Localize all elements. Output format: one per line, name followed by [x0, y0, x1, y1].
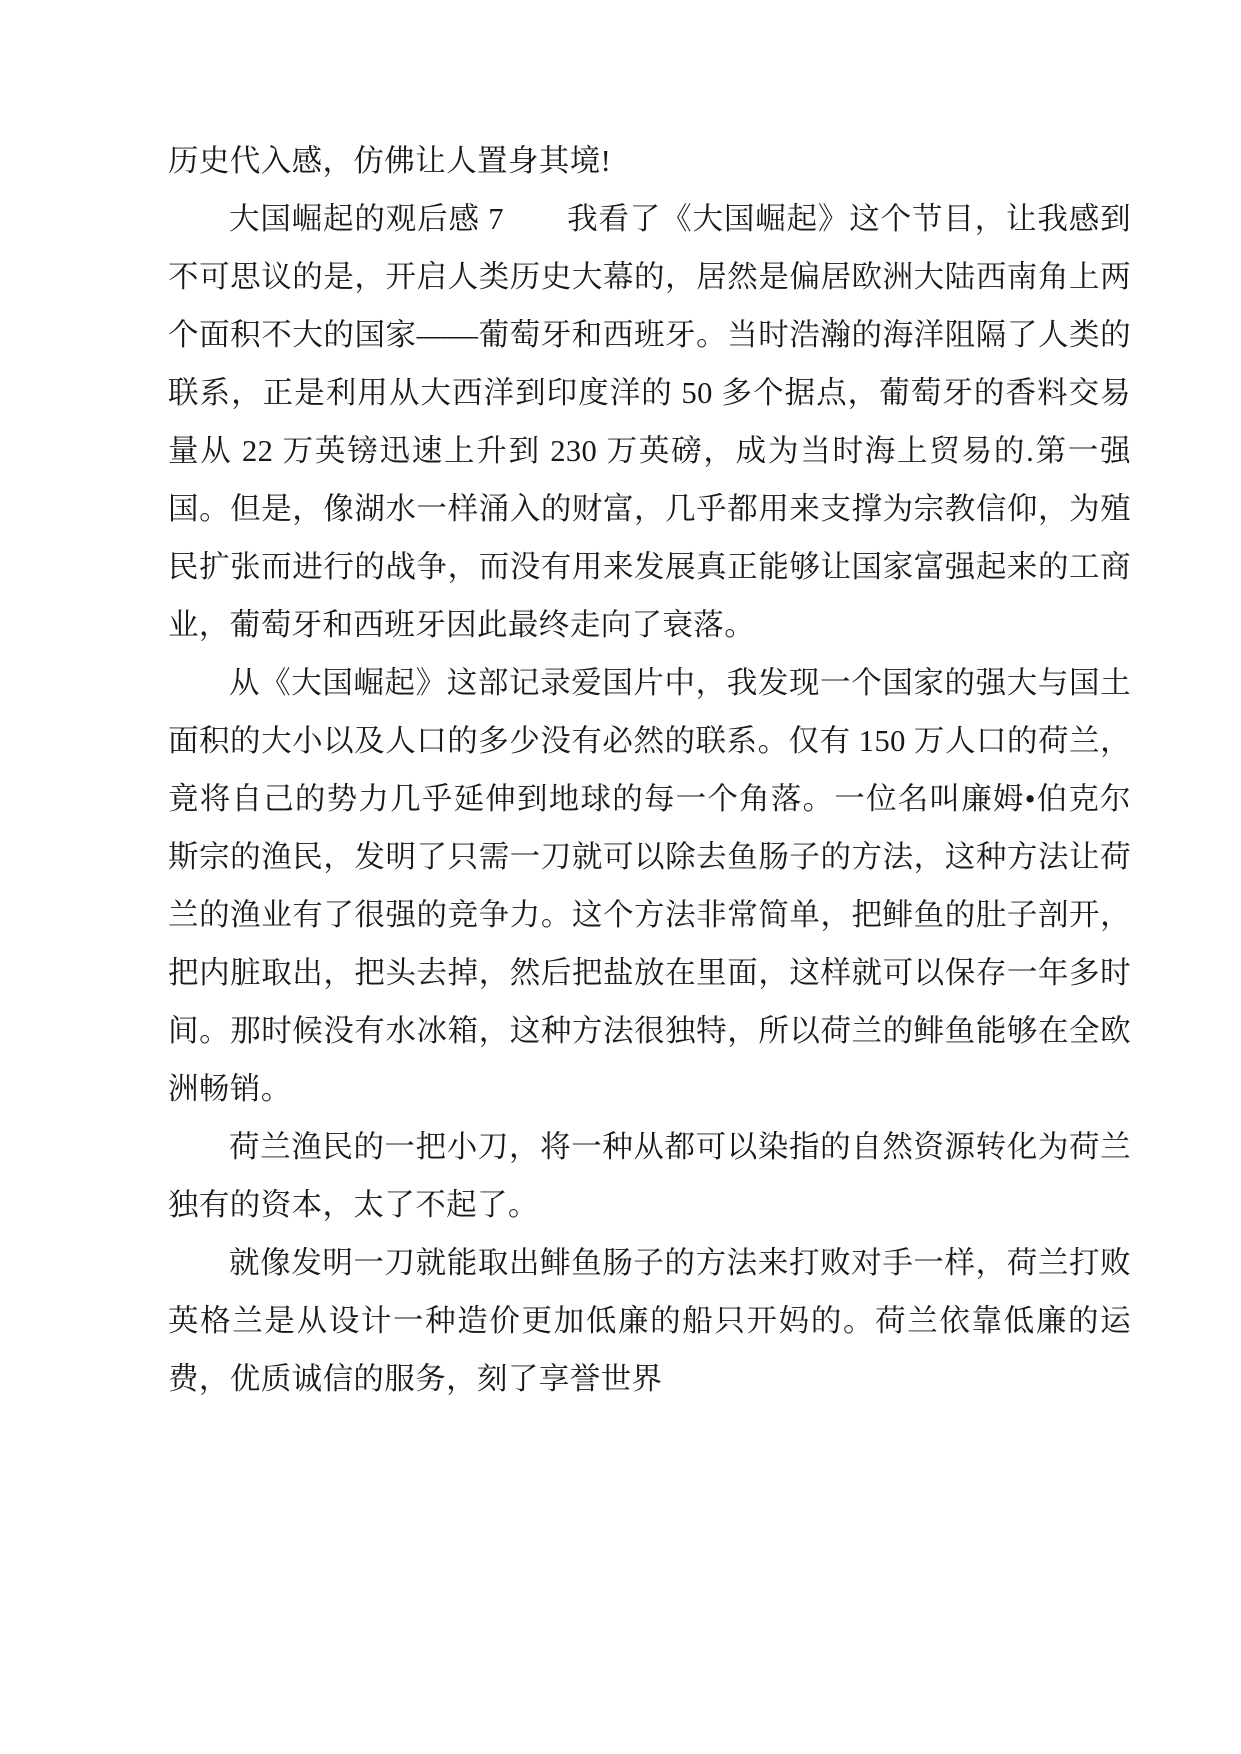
paragraph-4: 荷兰渔民的一把小刀，将一种从都可以染指的自然资源转化为荷兰独有的资本，太了不起了。 — [168, 1130, 1131, 1222]
paragraph-1: 历史代入感，仿佛让人置身其境! — [168, 144, 612, 178]
paragraph-5: 就像发明一刀就能取出鲱鱼肠子的方法来打败对手一样，荷兰打败英格兰是从设计一种造价更加低廉的船只开妈的。荷兰依靠低廉的运费，优质诚信的服务，刻了享誉世界 — [168, 1246, 1131, 1396]
document-body — [168, 132, 1131, 1408]
paragraph-2: 大国崛起的观后感 7 我看了《大国崛起》这个节目，让我感到不可思议的是，开启人类历史大幕的，居然是偏居欧洲大陆西南角上两个面积不大的国家——葡萄牙和西班牙。当时浩瀚的海洋阻隔了人类的联系，正是利用从大西洋到印度洋的 50 多个据点，葡萄牙的香料交易量从 22 万英镑迅速上升到 230 万英磅，成为当时海上贸易的.第一强国。但是，像湖水一样涌入的财富，几乎都用来支撑为宗教信仰，为殖民扩张而进行的战争，而没有用来发展真正能够让国家富强起来的工商业，葡萄牙和西班牙因此最终走向了衰落。 — [168, 202, 1131, 642]
paragraph-3: 从《大国崛起》这部记录爱国片中，我发现一个国家的强大与国土面积的大小以及人口的多少没有必然的联系。仅有 150 万人口的荷兰，竟将自己的势力几乎延伸到地球的每一个角落。一位名叫廉姆•伯克尔斯宗的渔民，发明了只需一刀就可以除去鱼肠子的方法，这种方法让荷兰的渔业有了很强的竞争力。这个方法非常简单，把鲱鱼的肚子剖开，把内脏取出，把头去掉，然后把盐放在里面，这样就可以保存一年多时间。那时候没有水冰箱，这种方法很独特，所以荷兰的鲱鱼能够在全欧洲畅销。 — [168, 666, 1131, 1106]
